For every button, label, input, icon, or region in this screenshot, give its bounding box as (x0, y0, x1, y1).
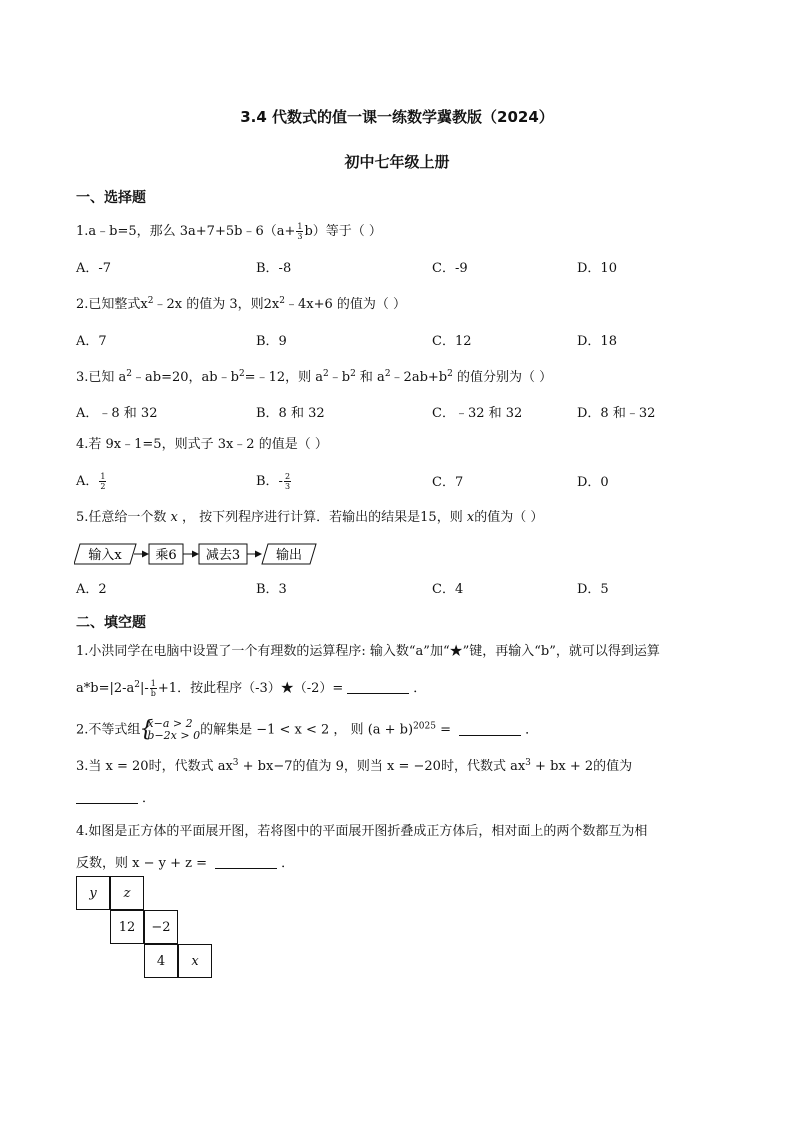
q1-option-b[interactable]: B．-8 (256, 261, 292, 276)
net-cell-z: z (110, 876, 144, 910)
net-cell-neg2: −2 (144, 910, 178, 944)
fill-3-answer-blank[interactable] (76, 791, 138, 804)
question-2: 2.已知整式$x^2﹣2x$ 的值为 3，则$2x^2﹣4x+6$ 的值为（ ） (76, 296, 406, 312)
document-title: 3.4 代数式的值一课一练数学冀教版（2024） (240, 108, 554, 126)
net-cell-x: x (178, 944, 212, 978)
fill-4-answer-blank[interactable] (215, 856, 277, 869)
q3-option-a[interactable]: A．﹣8 和 32 (76, 406, 158, 421)
q4-option-c[interactable]: C．7 (432, 475, 464, 490)
q1-option-d[interactable]: D．10 (577, 261, 617, 276)
fill-1-answer-blank[interactable] (347, 681, 409, 694)
fill-question-4-line1: 4.如图是正方体的平面展开图，若将图中的平面展开图折叠成正方体后，相对面上的两个数都互为相 (76, 824, 648, 839)
flow-step-input: 输入x (88, 548, 122, 563)
net-cell-12: 12 (110, 910, 144, 944)
q4-option-d[interactable]: D．0 (577, 475, 609, 490)
program-flowchart (74, 542, 324, 566)
fill-question-4-line2: 反数，则 x − y + z = ． (76, 856, 295, 871)
q5-option-a[interactable]: A．2 (76, 582, 107, 597)
q1-option-c[interactable]: C．-9 (432, 261, 468, 276)
q5-option-c[interactable]: C．4 (432, 582, 464, 597)
fill-question-3: 3.当 x = 20时，代数式 $ax^3 + bx-7$的值为 9，则当 x = −20时，代数式 $ax^3$ + bx + 2的值为 (76, 758, 633, 774)
fill-question-1-line2: $a*b=|2-a^2|-$ $\frac{1}{b}$ +1．按此程序（-3）★（-2）= ． (76, 679, 427, 698)
q4-option-a[interactable]: A． $\frac{1}{2}$ (76, 472, 106, 491)
q1-fraction: $\frac{1}{3}$ (297, 222, 303, 241)
document-subtitle: 初中七年级上册 (344, 153, 450, 171)
q2-option-b[interactable]: B．9 (256, 334, 287, 349)
q3-option-c[interactable]: C．﹣32 和 32 (432, 406, 523, 421)
fill-2-answer-blank[interactable] (459, 723, 521, 736)
q1-text-b: b）等于（ ） (304, 224, 382, 239)
question-1 (76, 222, 382, 241)
q3-option-b[interactable]: B．8 和 32 (256, 406, 325, 421)
q1-option-a[interactable]: A．-7 (76, 261, 112, 276)
flow-step-subtract: 减去3 (205, 548, 241, 563)
q3-option-d[interactable]: D．8 和﹣32 (577, 406, 656, 421)
net-cell-y: y (76, 876, 110, 910)
question-3: 3.已知 $a^2﹣ab=20$，$ab﹣b^2=﹣12$，则 $a^2﹣b^2$ 和 $a^2﹣2ab+b^2$ 的值分别为（ ） (76, 369, 553, 385)
fill-question-3-line2: ． (76, 790, 155, 808)
question-4: 4.若 9x﹣1=5，则式子 3x﹣2 的值是（ ） (76, 437, 328, 452)
q5-option-b[interactable]: B．3 (256, 582, 287, 597)
flow-step-output: 输出 (275, 548, 303, 563)
section-heading-fill: 二、填空题 (76, 615, 146, 631)
q4-option-b[interactable]: B．- $\frac{2}{3}$ (256, 472, 291, 491)
inequality-system: { x−a > 2 b−2x > 0 (140, 718, 200, 742)
question-5: 5.任意给一个数 x ， 按下列程序进行计算．若输出的结果是15，则 x的值为（ ） (76, 510, 544, 525)
fill-question-2: 2.不等式组 { x−a > 2 b−2x > 0 的解集是 −1 < x < 2 ， 则 $(a + b)^{2025}$ = ． (76, 718, 538, 742)
q5-option-d[interactable]: D．5 (577, 582, 609, 597)
q2-option-a[interactable]: A．7 (76, 334, 107, 349)
section-heading-choice: 一、选择题 (76, 190, 146, 206)
q2-option-d[interactable]: D．18 (577, 334, 617, 349)
q1-text-a: 1.a﹣b=5，那么 3a+7+5b﹣6（a+ (76, 224, 296, 239)
q2-option-c[interactable]: C．12 (432, 334, 472, 349)
net-cell-4: 4 (144, 944, 178, 978)
flow-step-multiply: 乘6 (155, 548, 177, 563)
fill-question-1-line1: 1.小洪同学在电脑中设置了一个有理数的运算程序: 输入数“a”加“★”键，再输入“b”，就可以得到运算 (76, 644, 660, 659)
